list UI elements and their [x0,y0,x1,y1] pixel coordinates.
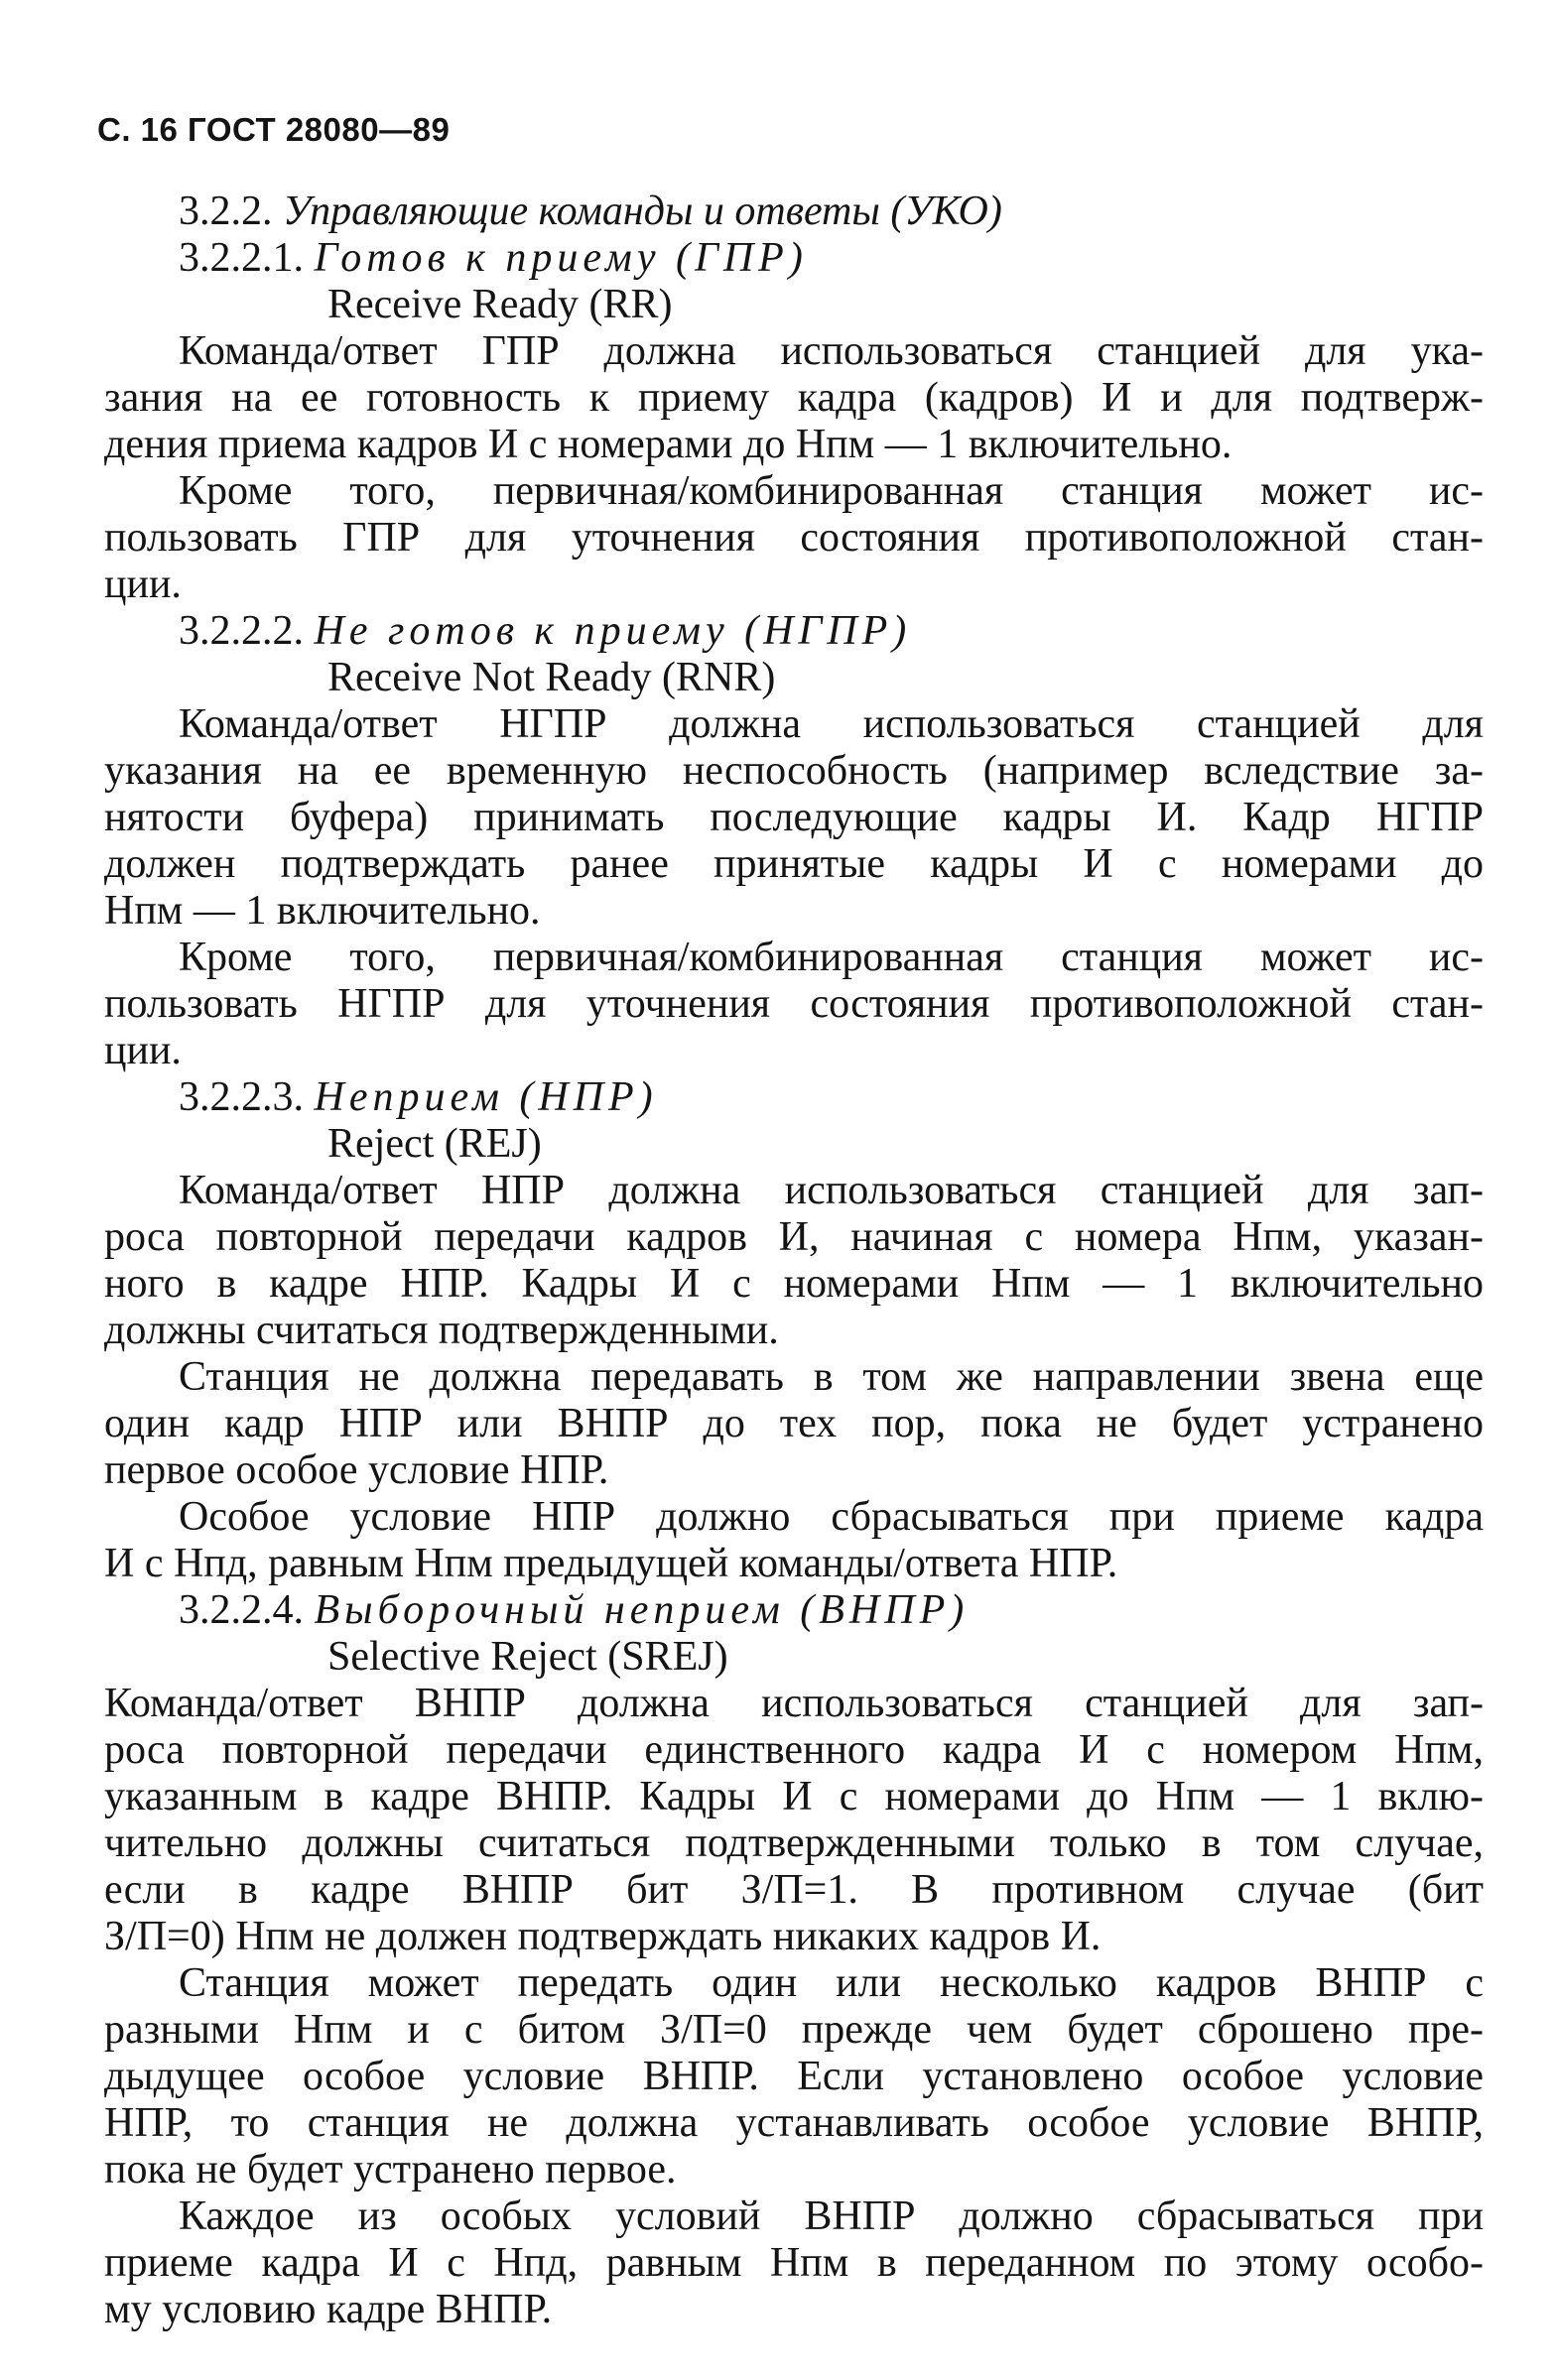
subsection-title: Готов к приему (ГПР) [314,235,808,281]
text-line: Станция не должна передавать в том же направлении звена еще [179,1354,1484,1400]
text-line: Нпм — 1 включительно. [104,888,541,934]
subsection-heading [104,608,1484,655]
text-line: ции. [104,1028,182,1073]
text-line: роса повторной передачи единственного кадра И с номером Нпм, [104,1727,1484,1773]
text-line: указания на ее временную неспособность (например вследствие за- [104,748,1484,794]
section-title: Управляющие команды и ответы (УКО) [283,188,1002,234]
english-term: Receive Not Ready (RNR) [327,655,776,700]
section-number: 3.2.2. [179,188,273,234]
subsection-heading [104,1074,1484,1121]
text-line: первое особое условие НПР. [104,1447,609,1493]
text-line: И с Нпд, равным Нпм предыдущей команды/ответа НПР. [104,1541,1118,1586]
text-line: если в кадре ВНПР бит З/П=1. В противном случае (бит [104,1867,1484,1913]
text-line: НПР, то станция не должна устанавливать особое условие ВНПР, [104,2100,1484,2146]
text-line: зания на ее готовность к приему кадра (кадров) И и для подтверж- [104,375,1484,421]
text-line: Особое условие НПР должно сбрасываться при приеме кадра [179,1494,1484,1540]
english-term: Selective Reject (SREJ) [327,1634,728,1680]
text-line: дения приема кадров И с номерами до Нпм — 1 включительно. [104,422,1233,467]
text-line: Кроме того, первичная/комбинированная станция может ис- [179,935,1484,980]
text-line: роса повторной передачи кадров И, начиная с номера Нпм, указан- [104,1214,1484,1260]
text-line: один кадр НПР или ВНПР до тех пор, пока не будет устранено [104,1401,1484,1446]
text-line: ции. [104,562,182,607]
text-line: разными Нпм и с битом З/П=0 прежде чем будет сброшено пре- [104,2007,1484,2053]
subsection-title: Выборочный неприем (ВНПР) [314,1587,970,1633]
text-line: чительно должны считаться подтвержденными только в том случае, [104,1820,1484,1866]
subsection-number: 3.2.2.3. [179,1074,304,1120]
section-heading [104,188,1484,235]
text-line: Команда/ответ НПР должна использоваться станцией для зап- [179,1168,1484,1213]
subsection-number: 3.2.2.4. [179,1587,304,1633]
text-line: Команда/ответ НГПР должна использоваться станцией для [179,701,1484,747]
text-line: ного в кадре НПР. Кадры И с номерами Нпм — 1 включительно [104,1261,1484,1307]
text-line: нятости буфера) принимать последующие кадры И. Кадр НГПР [104,795,1484,840]
page-header: С. 16 ГОСТ 28080—89 [97,111,451,148]
document-body [104,188,1484,2333]
subsection-title: Неприем (НПР) [314,1074,658,1120]
text-line: Команда/ответ ГПР должна использоваться станцией для ука- [179,328,1484,374]
text-line: должен подтверждать ранее принятые кадры И с номерами до [104,841,1484,887]
subsection-title: Не готов к приему (НГПР) [314,608,912,654]
subsection-heading [104,1587,1484,1634]
text-line: Станция может передать один или несколько кадров ВНПР с [179,1960,1484,2006]
text-line: Команда/ответ ВНПР должна использоваться станцией для зап- [104,1681,1484,1726]
text-line: пользовать НГПР для уточнения состояния противоположной стан- [104,981,1484,1027]
subsection-number: 3.2.2.1. [179,235,304,281]
text-line: дыдущее особое условие ВНПР. Если установлено особое условие [104,2054,1484,2099]
text-line: пользовать ГПР для уточнения состояния противоположной стан- [104,515,1484,561]
english-term: Receive Ready (RR) [327,282,673,327]
text-line: Каждое из особых условий ВНПР должно сбрасываться при [179,2193,1484,2239]
text-line: Кроме того, первичная/комбинированная станция может ис- [179,468,1484,514]
text-line: З/П=0) Нпм не должен подтверждать никаких кадров И. [104,1914,1102,1959]
text-line: приеме кадра И с Нпд, равным Нпм в переданном по этому особо- [104,2240,1484,2286]
text-line: му условию кадре ВНПР. [104,2287,553,2332]
subsection-heading [104,235,1484,282]
subsection-number: 3.2.2.2. [179,608,304,654]
text-line: должны считаться подтвержденными. [104,1308,779,1353]
text-line: пока не будет устранено первое. [104,2147,677,2192]
english-term: Reject (REJ) [327,1121,542,1167]
text-line: указанным в кадре ВНПР. Кадры И с номерами до Нпм — 1 вклю- [104,1774,1484,1819]
